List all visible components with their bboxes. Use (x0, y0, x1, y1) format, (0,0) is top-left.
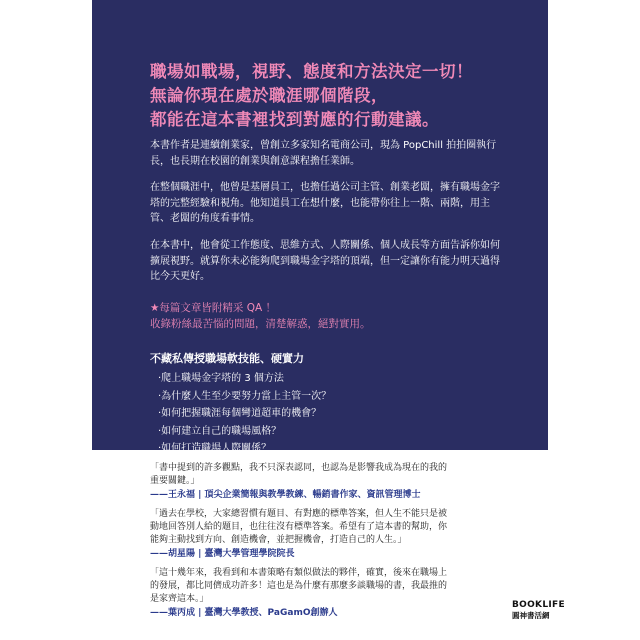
endorsements (150, 462, 450, 626)
topic-list (158, 370, 331, 458)
list-item: ·如何建立自己的職場風格？ (158, 425, 282, 437)
endorsement-quote: 「書中提到的許多觀點，我不只深表認同，也認為是影響我成為現在的我的重要關鍵。」 (150, 463, 448, 486)
endorsement (150, 508, 450, 561)
intro-paragraph: 本書作者是連續創業家，曾創立多家知名電商公司，現為 PopChill 拍拍圈執行長，也長期在校園的創業與創意課程擔任業師。 (150, 140, 497, 167)
publisher-brand: BOOKLIFE (512, 600, 565, 610)
endorsement-author: ——葉丙成 | 臺灣大學教授、PaGamO創辦人 (150, 608, 338, 618)
experience-paragraph: 在整個職涯中，他曾是基層員工，也擔任過公司主管、創業老闆，擁有職場金字塔的完整經驗和視角。他知道員工在想什麼，也能帶你往上一階、兩階，用主管、老闆的角度看事情。 (150, 182, 500, 224)
publisher-name: 圓神書活網 (512, 611, 550, 620)
highlight-line: 收錄粉絲最苦惱的問題，清楚解惑，絕對實用。 (150, 318, 371, 330)
list-item: ·如何把握職涯每個彎道超車的機會？ (158, 408, 322, 419)
section-title: 不藏私傳授職場軟技能、硬實力 (150, 352, 304, 365)
content-paragraph: 在本書中，他會從工作態度、思維方式、人際關係、個人成長等方面告訴你如何擴展視野。就算你未必能夠爬到職場金字塔的頂端，但一定讓你有能力明天過得比今天更好。 (150, 240, 500, 282)
endorsement (150, 567, 450, 620)
qa-highlight (150, 300, 510, 332)
highlight-line: ★每篇文章皆附精采 QA ！ (150, 302, 277, 314)
endorsement (150, 462, 450, 502)
headline (150, 60, 530, 132)
endorsement-author: ——王永福 | 頂尖企業簡報與教學教練、暢銷書作家、資訊管理博士 (150, 490, 421, 500)
list-item: ·如何打造職場人際關係？ (158, 443, 272, 454)
headline-line: 無論你現在處於職涯哪個階段， (150, 86, 388, 105)
headline-line: 職場如戰場，視野、態度和方法決定一切！ (150, 62, 473, 81)
list-item: ·爬上職場金字塔的 3 個方法 (158, 373, 284, 384)
list-item: ·為什麼人生至少要努力當上主管一次？ (158, 390, 332, 402)
publisher-logo (512, 600, 572, 621)
endorsement-quote: 「這十幾年來，我看到和本書策略有類似做法的夥伴，確實，後來在職場上的發展，都比同儕成功許多！這也是為什麼有那麼多談職場的書，我最推的是家齊這本。」 (150, 568, 448, 604)
endorsement-quote: 「過去在學校，大家總習慣有題目、有對應的標準答案，但人生不能只是被動地回答別人給的題目，也往往沒有標準答案。希望有了這本書的幫助，你能夠主動找到方向、創造機會，並把握機會，打造自己的人生。」 (150, 509, 448, 545)
endorsement-author: ——胡星陽 | 臺灣大學管理學院院長 (150, 549, 295, 559)
headline-line: 都能在這本書裡找到對應的行動建議。 (150, 110, 439, 129)
